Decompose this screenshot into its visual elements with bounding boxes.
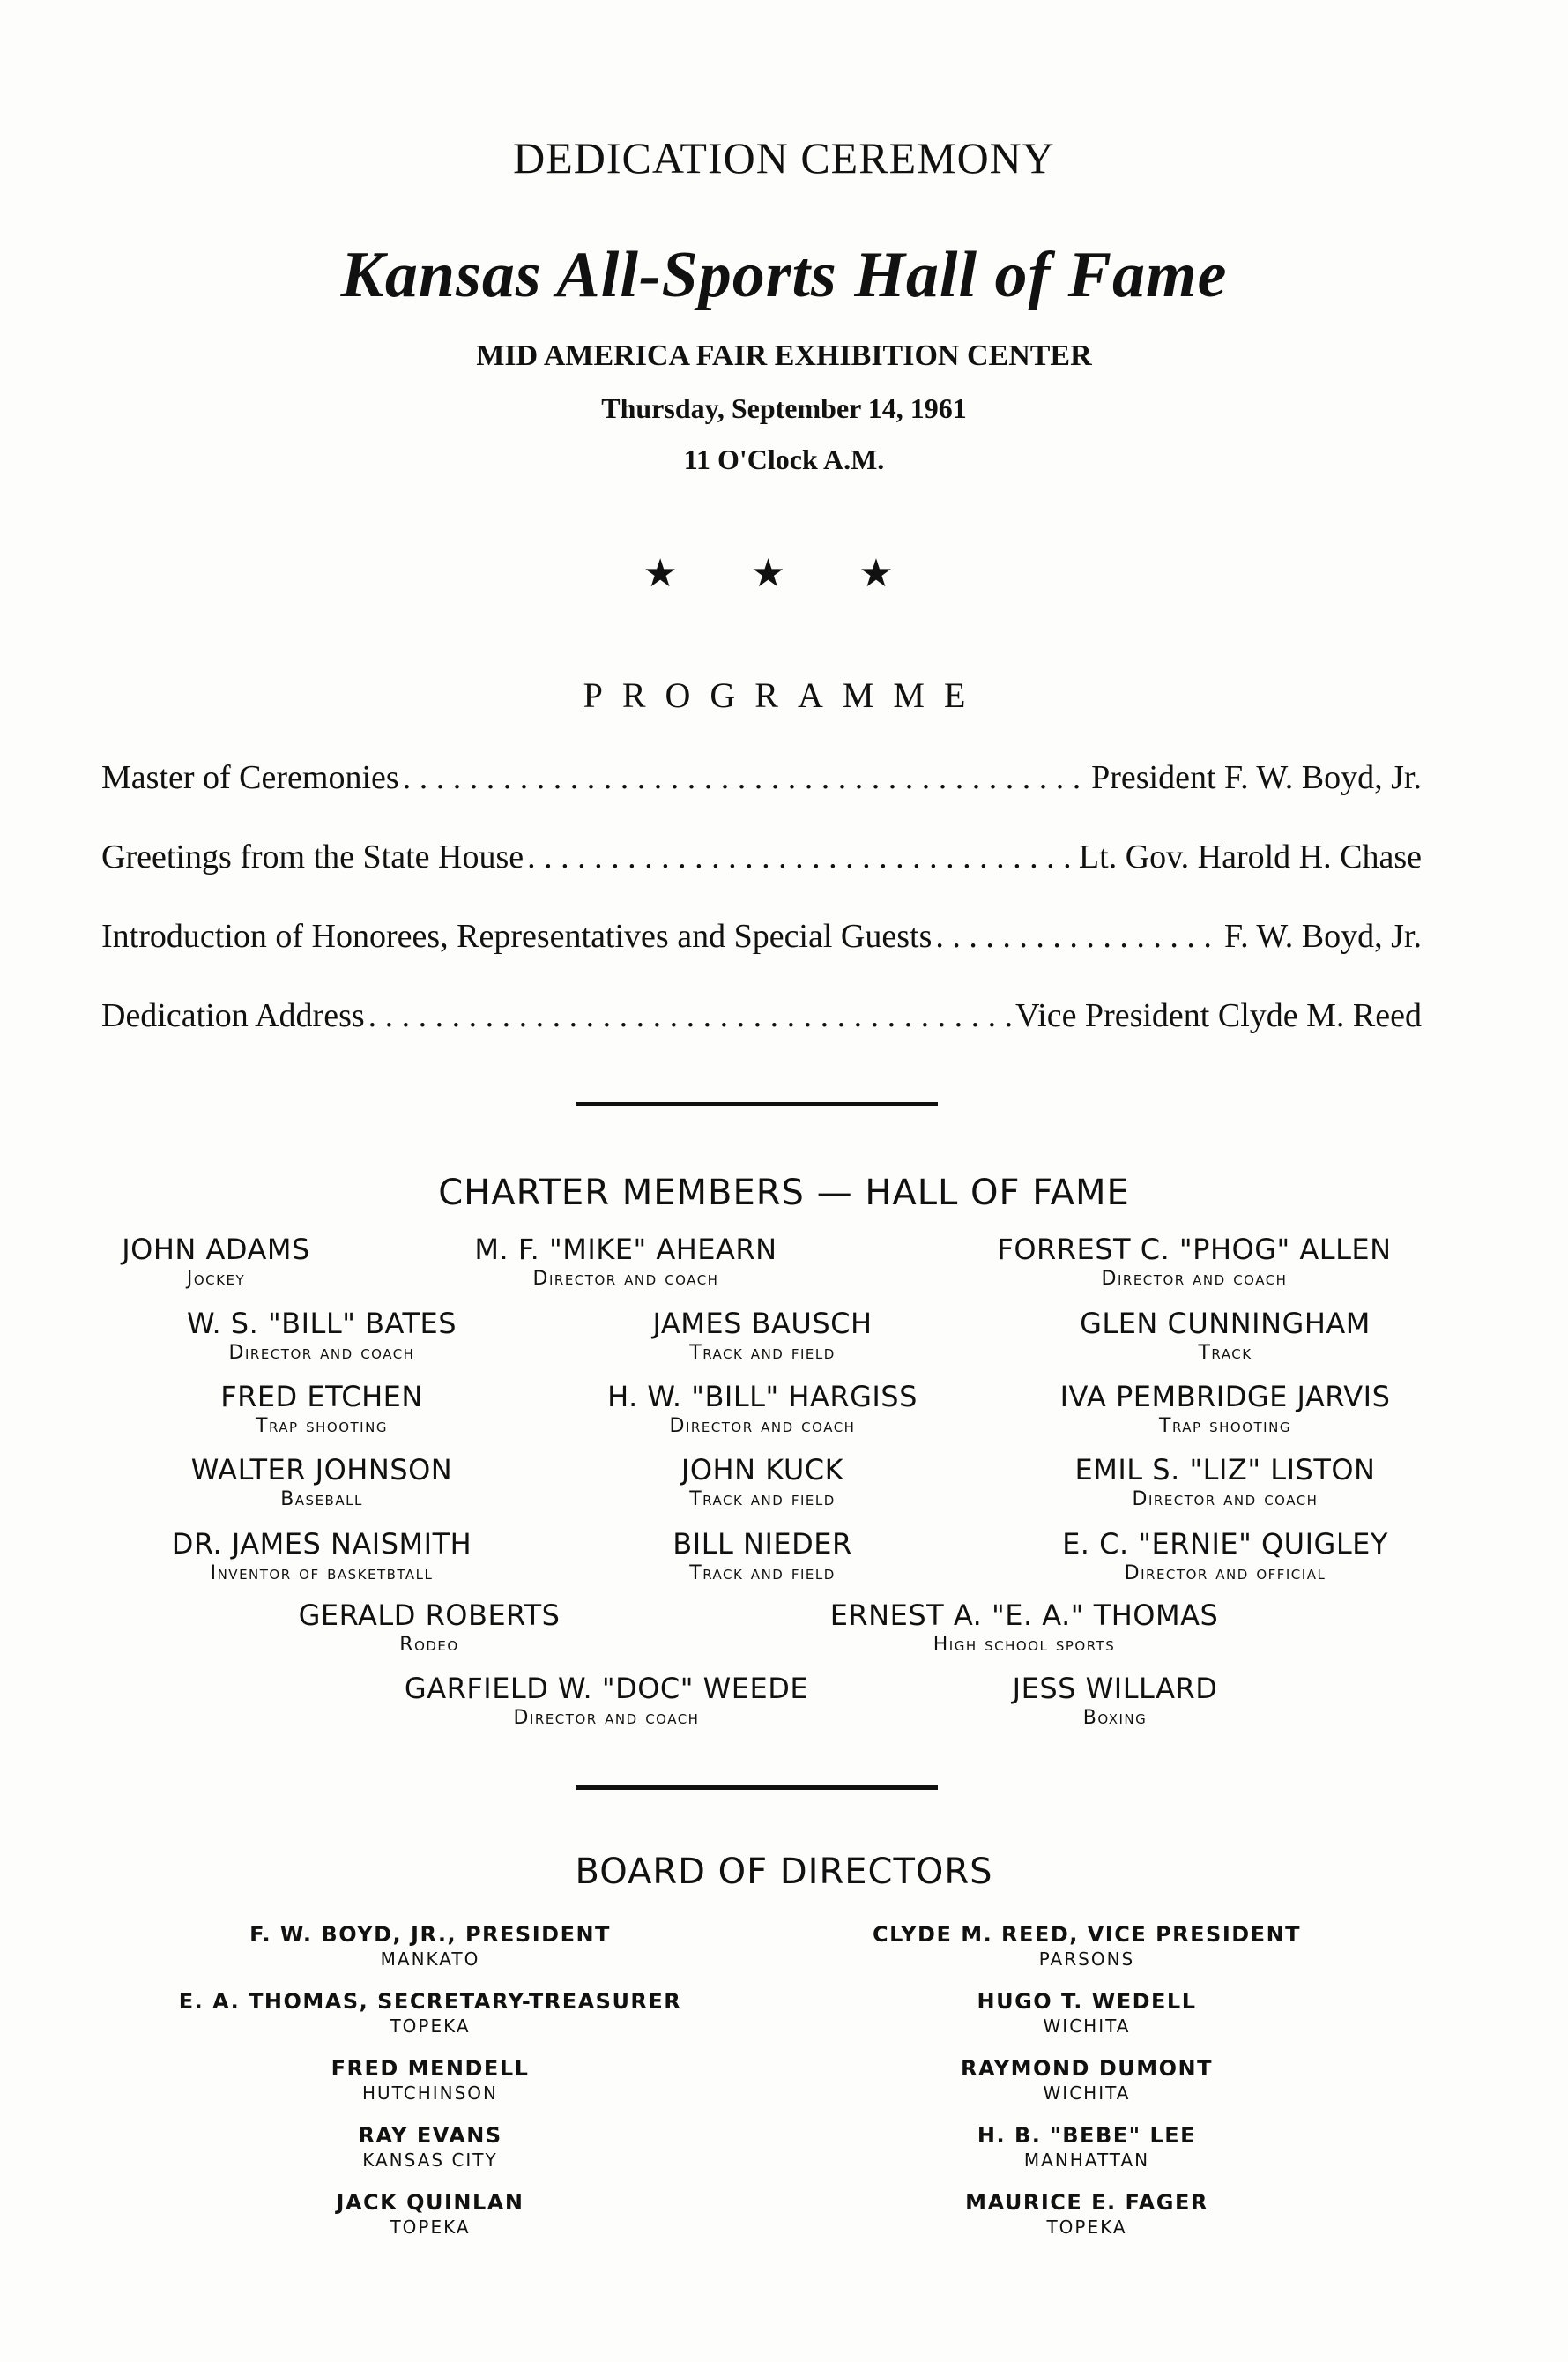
member-name: EMIL S. "LIZ" LISTON [1074, 1453, 1376, 1486]
director [249, 1922, 611, 1970]
director-name: MAURICE E. FAGER [965, 2190, 1208, 2215]
venue: MID AMERICA FAIR EXHIBITION CENTER [476, 339, 1092, 372]
member-role: Jockey [186, 1268, 246, 1290]
charter-members-heading: CHARTER MEMBERS — HALL OF FAME [438, 1173, 1130, 1213]
director-name: F. W. BOYD, JR., PRESIDENT [249, 1922, 611, 1947]
star-ornament-icon: ★ ★ ★ [643, 552, 925, 595]
member-name: M. F. "MIKE" AHEARN [474, 1233, 777, 1266]
event-date: Thursday, September 14, 1961 [601, 392, 967, 424]
member-name: GARFIELD W. "DOC" WEEDE [404, 1672, 809, 1705]
director-city: TOPEKA [390, 2016, 471, 2037]
member-role: Track [1198, 1342, 1252, 1364]
member-role: Director and coach [532, 1268, 719, 1290]
programme-person: President F. W. Boyd, Jr. [1091, 759, 1422, 796]
member-name: ERNEST A. "E. A." THOMAS [829, 1598, 1219, 1632]
director-name: CLYDE M. REED, VICE PRESIDENT [872, 1922, 1302, 1947]
director-name: RAYMOND DUMONT [961, 2056, 1213, 2081]
director-city: MANKATO [380, 1948, 480, 1970]
director-city: PARSONS [1038, 1948, 1135, 1970]
director [337, 2190, 524, 2238]
director-name: FRED MENDELL [331, 2056, 530, 2081]
event-time: 11 O'Clock A.M. [683, 443, 885, 475]
director-city: MANHATTAN [1023, 2150, 1150, 2171]
hall-of-fame-title: Kansas All-Sports Hall of Fame [340, 239, 1228, 311]
charter-member [299, 1598, 561, 1656]
charter-member [220, 1380, 423, 1437]
charter-member [830, 1598, 1219, 1656]
charter-member [1013, 1672, 1218, 1729]
director-city: KANSAS CITY [362, 2150, 498, 2171]
member-name: FORREST C. "PHOG" ALLEN [997, 1233, 1392, 1266]
programme-person: Vice President Clyde M. Reed [1014, 997, 1422, 1034]
member-role: Director and coach [669, 1415, 856, 1437]
member-name: GLEN CUNNINGHAM [1080, 1307, 1371, 1340]
programme-event: Dedication Address [101, 997, 365, 1034]
divider-rule [576, 1785, 938, 1790]
member-name: W. S. "BILL" BATES [186, 1307, 457, 1340]
director-name: H. B. "BEBE" LEE [977, 2123, 1197, 2148]
programme-person: Lt. Gov. Harold H. Chase [1078, 838, 1422, 876]
member-role: Director and coach [228, 1342, 415, 1364]
ceremony-title: DEDICATION CEREMONY [513, 133, 1055, 183]
director [331, 2056, 530, 2104]
member-role: Trap shooting [256, 1415, 388, 1437]
director-city: HUTCHINSON [362, 2083, 498, 2104]
programme-event: Master of Ceremonies [101, 759, 399, 796]
member-name: JOHN KUCK [680, 1453, 844, 1486]
member-name: E. C. "ERNIE" QUIGLEY [1062, 1527, 1388, 1561]
member-role: Inventor of basketbtall [210, 1562, 434, 1584]
charter-member [474, 1233, 777, 1290]
member-role: Director and coach [513, 1707, 700, 1729]
charter-member [1062, 1527, 1388, 1584]
member-role: Track and field [689, 1562, 836, 1584]
leader-dots [368, 996, 1012, 1035]
member-name: FRED ETCHEN [220, 1380, 423, 1413]
member-name: GERALD ROBERTS [298, 1598, 561, 1632]
programme-event: Greetings from the State House [101, 838, 524, 876]
charter-member [997, 1233, 1391, 1290]
member-role: Director and coach [1101, 1268, 1288, 1290]
programme-item [101, 917, 1422, 956]
programme-event: Introduction of Honorees, Representatives and Special Guests [101, 918, 933, 955]
director-name: HUGO T. WEDELL [977, 1989, 1197, 2014]
director [961, 2056, 1213, 2104]
charter-member [1060, 1380, 1391, 1437]
charter-member [673, 1527, 851, 1584]
leader-dots [935, 917, 1221, 956]
director-city: TOPEKA [390, 2217, 471, 2238]
leader-dots [403, 758, 1088, 797]
director-name: JACK QUINLAN [336, 2190, 524, 2215]
member-name: IVA PEMBRIDGE JARVIS [1059, 1380, 1391, 1413]
member-role: Director and official [1124, 1562, 1326, 1584]
director [965, 2190, 1208, 2238]
member-role: Director and coach [1132, 1488, 1319, 1510]
director [358, 2123, 502, 2171]
charter-member [681, 1453, 843, 1510]
director-name: E. A. THOMAS, SECRETARY-TREASURER [178, 1989, 682, 2014]
member-role: Rodeo [399, 1634, 459, 1656]
director [977, 2123, 1196, 2171]
charter-member [607, 1380, 918, 1437]
programme-item [101, 758, 1422, 797]
programme-item [101, 996, 1422, 1035]
charter-member [1080, 1307, 1371, 1364]
charter-member [122, 1233, 310, 1290]
board-of-directors-heading: BOARD OF DIRECTORS [575, 1852, 993, 1892]
charter-member [191, 1453, 452, 1510]
director-name: RAY EVANS [358, 2123, 502, 2148]
programme-item [101, 838, 1422, 876]
director [977, 1989, 1197, 2037]
member-name: JAMES BAUSCH [652, 1307, 873, 1340]
member-role: Baseball [280, 1488, 363, 1510]
member-name: DR. JAMES NAISMITH [171, 1527, 472, 1561]
member-name: JESS WILLARD [1012, 1672, 1218, 1705]
member-name: H. W. "BILL" HARGISS [607, 1380, 918, 1413]
member-role: Track and field [689, 1488, 836, 1510]
programme-person: F. W. Boyd, Jr. [1224, 918, 1422, 955]
programme-heading: PROGRAMME [583, 675, 985, 715]
charter-member [187, 1307, 457, 1364]
director-city: WICHITA [1043, 2083, 1131, 2104]
director [179, 1989, 682, 2037]
member-role: Trap shooting [1159, 1415, 1291, 1437]
charter-member [652, 1307, 872, 1364]
leader-dots [527, 838, 1075, 876]
charter-member [1075, 1453, 1376, 1510]
member-name: JOHN ADAMS [122, 1233, 310, 1266]
member-role: High school sports [933, 1634, 1116, 1656]
director-city: TOPEKA [1046, 2217, 1127, 2238]
director [873, 1922, 1301, 1970]
member-name: WALTER JOHNSON [190, 1453, 453, 1486]
director-city: WICHITA [1043, 2016, 1131, 2037]
member-role: Boxing [1082, 1707, 1148, 1729]
member-role: Track and field [689, 1342, 836, 1364]
charter-member [405, 1672, 808, 1729]
charter-member [172, 1527, 472, 1584]
divider-rule [576, 1102, 938, 1106]
member-name: BILL NIEDER [673, 1527, 852, 1561]
